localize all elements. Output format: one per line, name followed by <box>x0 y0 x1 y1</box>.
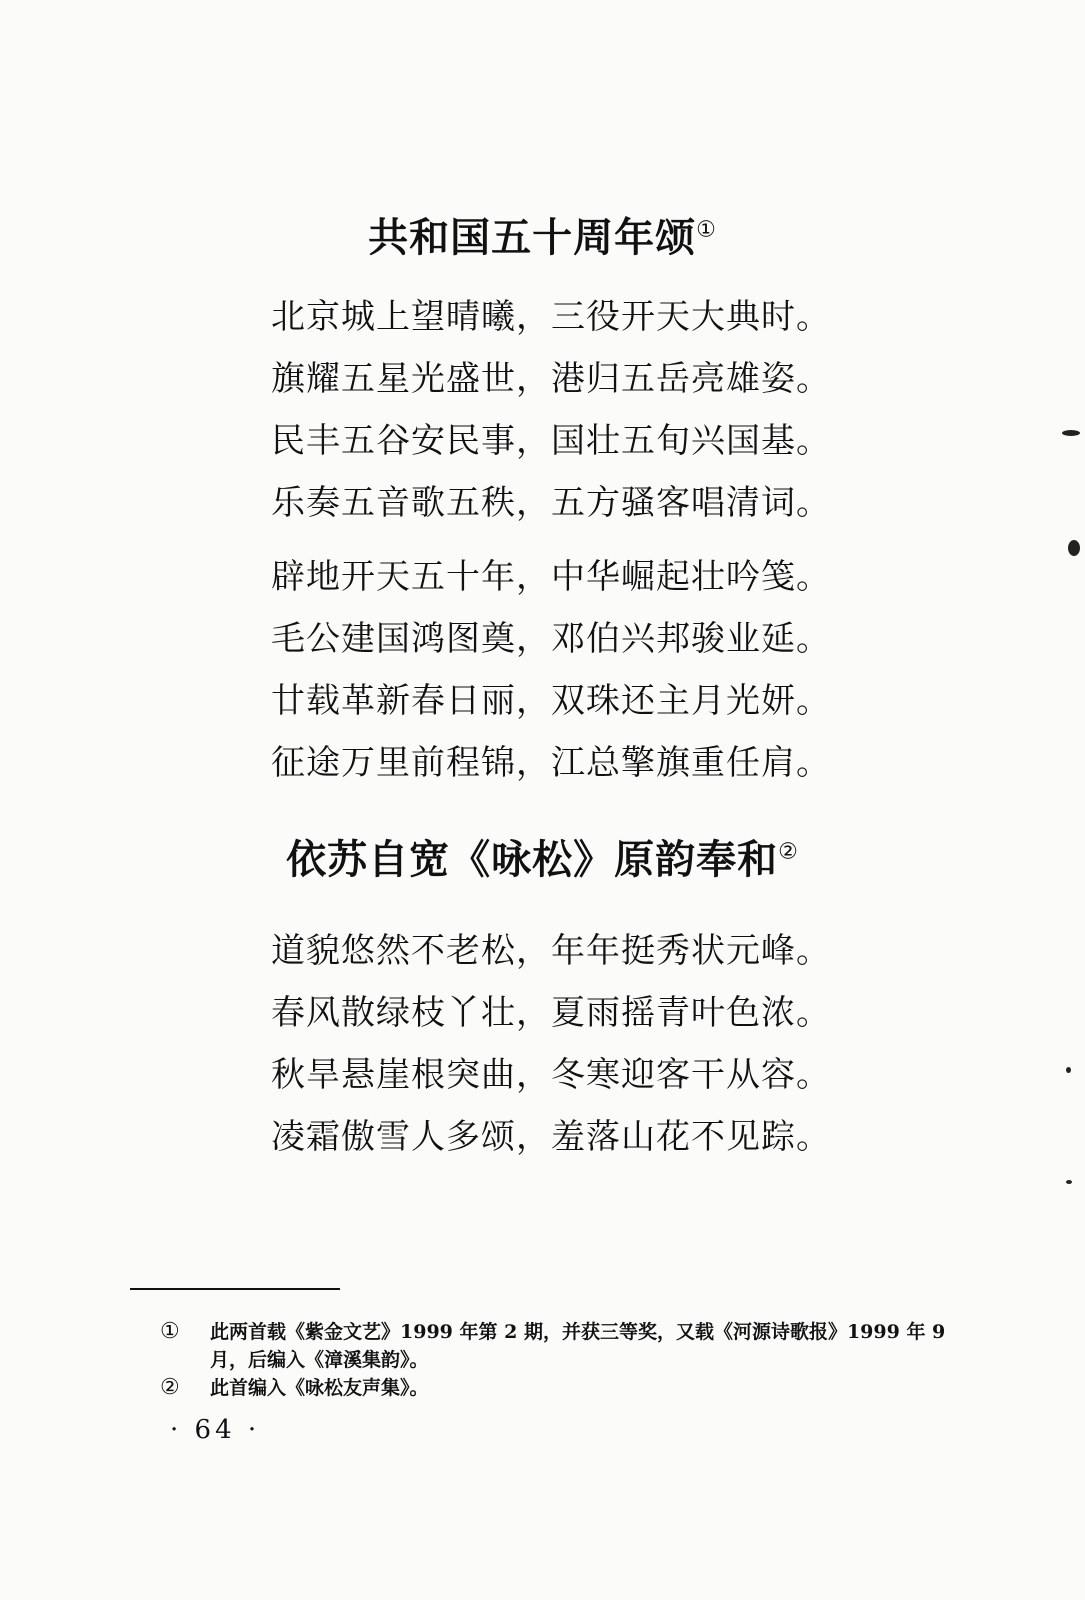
poem-line: 乐奏五音歌五秩，五方骚客唱清词。 <box>271 483 831 523</box>
scan-speck <box>1062 430 1080 436</box>
poem-line: 征途万里前程锦，江总擎旗重任肩。 <box>271 743 831 783</box>
poem-line: 春风散绿枝丫壮，夏雨摇青叶色浓。 <box>271 993 831 1033</box>
poem2-note-marker: ② <box>778 839 799 865</box>
poem1-title-text: 共和国五十周年颂 <box>368 215 697 261</box>
poem1-stanza2 <box>271 546 831 794</box>
scan-speck <box>1066 1180 1072 1184</box>
poem2-title-text: 依苏自宽《咏松》原韵奉和 <box>286 837 779 883</box>
footnote-1 <box>160 1318 980 1374</box>
scan-speck <box>1066 1067 1071 1073</box>
poem-line: 民丰五谷安民事，国壮五旬兴国基。 <box>271 421 831 461</box>
poem1-stanza1 <box>271 286 831 534</box>
poem-line: 辟地开天五十年，中华崛起壮吟笺。 <box>271 557 831 597</box>
poem1-note-marker: ① <box>696 217 717 243</box>
scan-speck <box>1068 540 1080 556</box>
poem-line: 廿载革新春日丽，双珠还主月光妍。 <box>271 681 831 721</box>
footnote-text: 此首编入《咏松友声集》。 <box>210 1377 429 1399</box>
footnotes <box>160 1318 980 1402</box>
poem-line: 道貌悠然不老松，年年挺秀状元峰。 <box>271 931 831 971</box>
poem1-title <box>0 214 1085 262</box>
page-number: · 64 · <box>170 1415 261 1445</box>
poem-line: 毛公建国鸿图奠，邓伯兴邦骏业延。 <box>271 619 831 659</box>
poem2-body <box>271 920 831 1168</box>
footnote-mark: ② <box>160 1375 180 1400</box>
poem2-title <box>0 836 1085 884</box>
poem-line: 北京城上望晴曦，三役开天大典时。 <box>271 297 831 337</box>
poem-line: 凌霜傲雪人多颂，羞落山花不见踪。 <box>271 1117 831 1157</box>
footnote-text: 此两首载《紫金文艺》1999 年第 2 期，并获三等奖，又载《河源诗歌报》1999 年 9 月，后编入《漳溪集韵》。 <box>210 1321 946 1371</box>
footnote-divider <box>130 1288 340 1290</box>
footnote-2 <box>160 1374 980 1402</box>
footnote-mark: ① <box>160 1319 180 1344</box>
poem-line: 秋旱悬崖根突曲，冬寒迎客干从容。 <box>271 1055 831 1095</box>
poem-line: 旗耀五星光盛世，港归五岳亮雄姿。 <box>271 359 831 399</box>
